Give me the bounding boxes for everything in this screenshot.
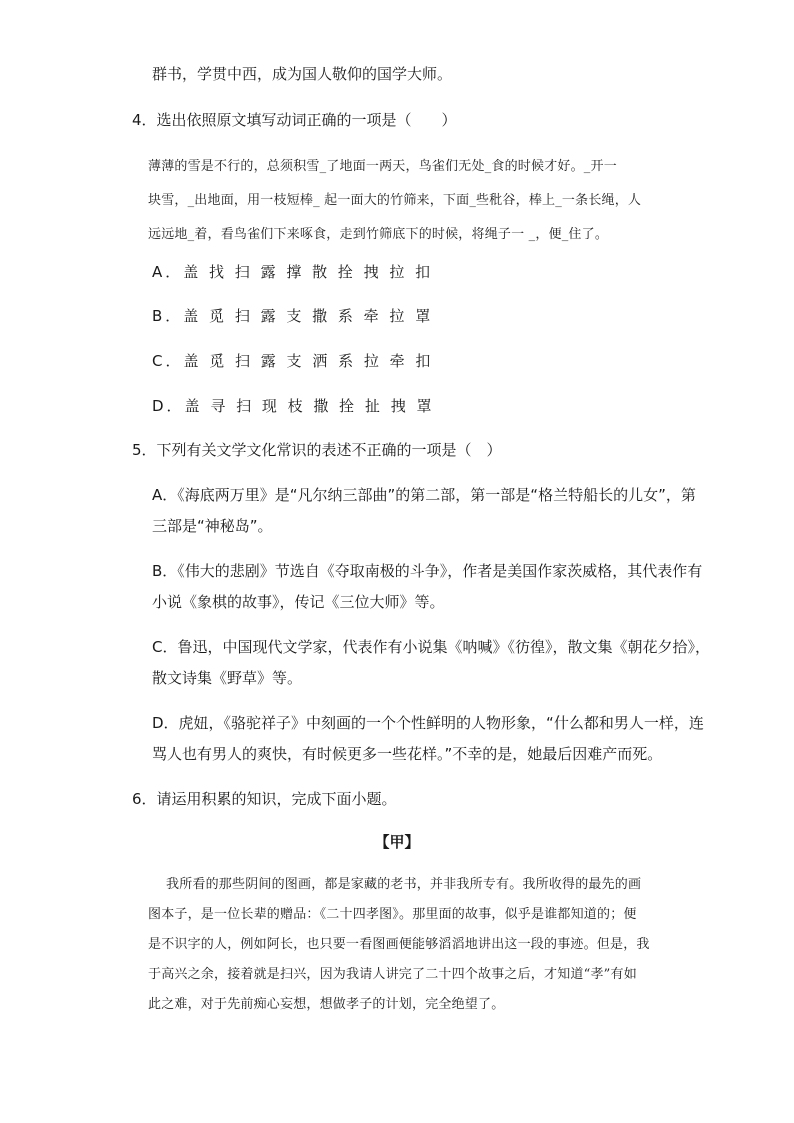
option-a-line-1: A．《海底两万里》是“凡尔纳三部曲”的第二部，第一部是“格兰特船长的儿女”，第 (152, 486, 696, 504)
passage-line: 远远地_着，看鸟雀们下来啄食，走到竹筛底下的时候，将绳子一 _，便_住了。 (148, 227, 609, 242)
option-a: A．盖 找 扫 露 撑 散 拴 拽 拉 扣 (152, 263, 434, 281)
question-5-stem: 5．下列有关文学文化常识的表述不正确的一项是（ ） (132, 441, 502, 459)
option-d-line-2: 骂人也有男人的爽快，有时候更多一些花样。”不幸的是，她最后因难产而死。 (152, 745, 663, 763)
passage-line: 是不识字的人，例如阿长，也只要一看图画便能够滔滔地讲出这一段的事迹。但是，我 (148, 937, 650, 952)
passage-line: 于高兴之余，接着就是扫兴，因为我请人讲完了二十四个故事之后，才知道“孝”有如 (148, 967, 637, 982)
section-heading-jia: 【甲】 (374, 833, 420, 851)
question-4-stem: 4．选出依照原文填写动词正确的一项是（ ） (132, 111, 457, 129)
previous-text-line: 群书，学贯中西，成为国人敬仰的国学大师。 (152, 65, 453, 83)
question-4-passage (148, 150, 668, 252)
passage-line: 此之难，对于先前痴心妄想，想做孝子的计划，完全绝望了。 (148, 997, 505, 1012)
option-a-line-2: 三部是“神秘岛”。 (152, 517, 273, 535)
option-d-line-1: D．虎妞，《骆驼祥子》中刻画的一个个性鲜明的人物形象，“什么都和男人一样，连 (152, 714, 704, 732)
option-b-line-2: 小说《象棋的故事》，传记《三位大师》等。 (152, 593, 445, 611)
option-b-line-1: B．《伟大的悲剧》节选自《夺取南极的斗争》，作者是美国作家茨威格，其代表作有 (152, 562, 703, 580)
option-c-line-2: 散文诗集《野草》等。 (152, 669, 303, 687)
question-6-passage (148, 870, 678, 1020)
option-c-line-1: C．鲁迅，中国现代文学家，代表作有小说集《呐喊》《彷徨》，散文集《朝花夕拾》， (152, 638, 710, 656)
passage-line: 我所看的那些阴间的图画，都是家藏的老书，并非我所专有。我所收得的最先的画 (166, 877, 642, 892)
option-d: D．盖 寻 扫 现 枝 撒 拴 扯 拽 罩 (152, 397, 435, 415)
option-c: C．盖 觅 扫 露 支 洒 系 拉 牵 扣 (152, 352, 434, 370)
option-b: B．盖 觅 扫 露 支 撒 系 牵 拉 罩 (152, 307, 434, 325)
passage-line: 薄薄的雪是不行的，总须积雪_了地面一两天，鸟雀们无处_食的时候才好。_开一 (148, 159, 617, 174)
passage-line: 块雪，_出地面，用一枝短棒_ 起一面大的竹筛来，下面_些秕谷，棒上_一条长绳，人 (148, 193, 642, 208)
passage-line: 图本子，是一位长辈的赠品：《二十四孝图》。那里面的故事，似乎是谁都知道的；便 (148, 907, 637, 922)
question-6-stem: 6．请运用积累的知识，完成下面小题。 (132, 790, 397, 808)
